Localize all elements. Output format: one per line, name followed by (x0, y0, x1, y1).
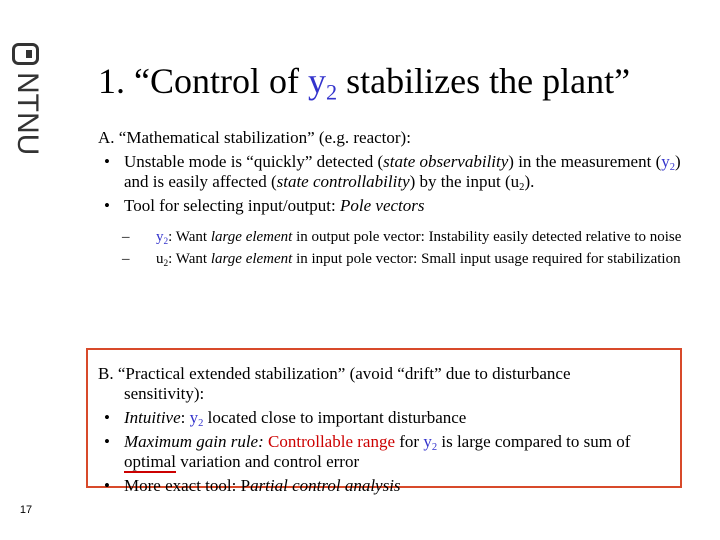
bullet-dot-icon: • (104, 196, 110, 215)
sub-item-output-pole: – $y_2$: Want large element in output pole vector: Instability easily detected relative to noise (122, 229, 682, 247)
section-a-sublist (122, 228, 698, 268)
section-b-heading: B. “Practical extended stabilization” (avoid “drift” due to disturbance sensitivity): (98, 364, 571, 403)
section-b-bullet-1: • Intuitive: $y_2$ located close to important disturbance (104, 408, 467, 430)
section-a-bullet-2: • Tool for selecting input/output: Pole vectors (104, 196, 425, 215)
optimal-underline: optimal (124, 452, 176, 471)
section-b-bullet-2: • Maximum gain rule: Controllable range for $y_2$ is large compared to sum of optimal variation and control error (104, 432, 631, 471)
section-b-bullet-3: • More exact tool: Partial control analysis (104, 476, 401, 495)
dash-bullet-icon: – (122, 251, 130, 267)
bullet-dot-icon: • (104, 476, 110, 495)
section-a (98, 128, 698, 272)
slide-title: 1. “Control of $y_2$ stabilizes the plant” (98, 61, 631, 105)
ntnu-logo-text (10, 70, 44, 170)
bullet-dot-icon: • (104, 432, 110, 451)
section-a-heading: A. “Mathematical stabilization” (e.g. reactor): (98, 128, 411, 147)
dash-bullet-icon: – (122, 229, 130, 245)
ntnu-logo-lettering: NTNU (11, 72, 44, 156)
bullet-dot-icon: • (104, 152, 110, 171)
slide-number: 17 (19, 504, 33, 516)
sidebar (0, 0, 52, 540)
sub-item-input-pole: – $u_2$: Want large element in input pole vector: Small input usage required for stabilization (122, 251, 681, 269)
section-b (98, 364, 678, 500)
bullet-dot-icon: • (104, 408, 110, 427)
ntnu-square-logo-icon (12, 43, 39, 65)
section-a-bullet-1: • Unstable mode is “quickly” detected (state observability) in the measurement $(y_2)$ and is easily affected (state controllability) by the input $(u_2)$. (104, 152, 681, 194)
